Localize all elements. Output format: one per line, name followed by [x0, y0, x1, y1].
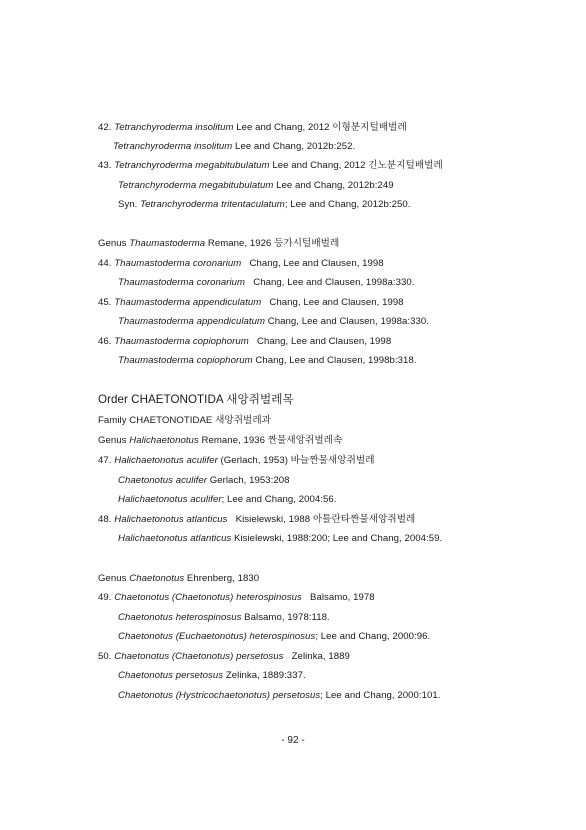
- entry-number: 48.: [98, 514, 112, 525]
- genus-name: Chaetonotus: [118, 612, 173, 623]
- page-number: - 92 -: [281, 735, 305, 746]
- genus-name: Chaetonotus: [118, 475, 173, 486]
- species-epithet: copiophorum: [196, 355, 253, 366]
- species-epithet: insolitum: [194, 141, 233, 152]
- genus-prefix: Genus: [98, 573, 130, 584]
- synonym-line: [118, 612, 330, 624]
- entry-authority: Lee and Chang, 2012 긴노분지털배벌레: [269, 160, 443, 171]
- species-epithet: heterospinosus: [175, 612, 242, 623]
- synonym-line: [118, 199, 410, 211]
- species-entry-46: [98, 336, 391, 348]
- species-epithet: coronarium: [196, 277, 246, 288]
- genus-name: Halichaetonotus: [114, 455, 184, 466]
- genus-name: Halichaetonotus: [118, 533, 188, 544]
- entry-authority: Lee and Chang, 2012 이형분지털배벌레: [233, 122, 407, 133]
- synonym-line: [118, 277, 414, 289]
- entry-authority: Chang, Lee and Clausen, 1998: [248, 336, 392, 347]
- synonym-line: [118, 533, 442, 545]
- genus-name: Thaumastoderma: [114, 336, 191, 347]
- species-entry-43: [98, 160, 443, 172]
- species-entry-49: [98, 592, 375, 604]
- genus-name: Tetranchyroderma: [114, 160, 193, 171]
- genus-authority: Remane, 1936 짠물새앙쥐벌레속: [198, 435, 343, 446]
- genus-name: Chaetonotus: [114, 592, 170, 603]
- species-entry-44: [98, 258, 384, 270]
- species-epithet: aculifer: [186, 455, 218, 466]
- citation: Chang, Lee and Clausen, 1998a:330.: [265, 316, 429, 327]
- species-epithet: aculifer: [190, 494, 222, 505]
- entry-number: 46.: [98, 336, 112, 347]
- synonym-line: [118, 180, 394, 192]
- genus-name: Halichaetonotus: [129, 435, 199, 446]
- citation: ; Lee and Chang, 2000:96.: [315, 631, 431, 642]
- citation: ; Lee and Chang, 2012b:250.: [284, 199, 411, 210]
- genus-authority: Remane, 1926 등가시털배벌레: [205, 238, 340, 249]
- entry-authority: (Gerlach, 1953) 바늘짠물새앙쥐벌레: [217, 455, 375, 466]
- genus-name: Thaumastoderma: [114, 297, 191, 308]
- genus-name: Tetranchyroderma: [114, 122, 193, 133]
- entry-authority: Kisielewski, 1988 아틀란타짠물새앙쥐벌레: [227, 514, 416, 525]
- citation: Balsamo, 1978:118.: [241, 612, 330, 623]
- syn-prefix: Syn.: [118, 199, 141, 210]
- species-entry-45: [98, 297, 404, 309]
- species-epithet: coronarium: [192, 258, 242, 269]
- species-epithet: tritentaculatum: [221, 199, 285, 210]
- genus-heading: [98, 435, 342, 447]
- genus-name: Chaetonotus: [118, 690, 173, 701]
- entry-number: 42.: [98, 122, 112, 133]
- entry-number: 45.: [98, 297, 112, 308]
- species-epithet: aculifer: [175, 475, 208, 486]
- citation: Chang, Lee and Clausen, 1998b:318.: [252, 355, 417, 366]
- synonym-line: [118, 475, 290, 487]
- species-epithet: (Hystricochaetonotus) persetosus: [175, 690, 321, 701]
- synonym-line: [118, 355, 417, 367]
- species-epithet: persetosus: [175, 670, 224, 681]
- citation: Zelinka, 1889:337.: [223, 670, 306, 681]
- genus-prefix: Genus: [98, 238, 130, 249]
- entry-number: 49.: [98, 592, 112, 603]
- genus-authority: Ehrenberg, 1830: [184, 573, 260, 584]
- citation: ; Lee and Chang, 2004:56.: [221, 494, 337, 505]
- genus-name: Thaumastoderma: [114, 258, 191, 269]
- citation: Kisielewski, 1988:200; Lee and Chang, 2004:59.: [231, 533, 443, 544]
- genus-prefix: Genus: [98, 435, 130, 446]
- species-epithet: appendiculatum: [192, 297, 262, 308]
- genus-name: Tetranchyroderma: [140, 199, 219, 210]
- entry-authority: Zelinka, 1889: [283, 651, 350, 662]
- citation: Lee and Chang, 2012b:252.: [232, 141, 356, 152]
- species-epithet: megabitubulatum: [199, 180, 274, 191]
- entry-authority: Chang, Lee and Clausen, 1998: [241, 258, 384, 269]
- citation: Gerlach, 1953:208: [207, 475, 290, 486]
- genus-name: Thaumastoderma: [129, 238, 206, 249]
- entry-number: 44.: [98, 258, 112, 269]
- synonym-line: [113, 141, 355, 153]
- genus-name: Thaumastoderma: [118, 355, 194, 366]
- species-entry-48: [98, 514, 415, 526]
- genus-name: Thaumastoderma: [118, 316, 194, 327]
- synonym-line: [118, 316, 429, 328]
- entry-number: 43.: [98, 160, 112, 171]
- genus-name: Chaetonotus: [114, 651, 170, 662]
- entry-number: 50.: [98, 651, 112, 662]
- citation: Chang, Lee and Clausen, 1998a:330.: [245, 277, 415, 288]
- genus-name: Halichaetonotus: [114, 514, 184, 525]
- species-epithet: (Chaetonotus) heterospinosus: [171, 592, 302, 603]
- entry-authority: Balsamo, 1978: [301, 592, 375, 603]
- species-epithet: atlanticus: [190, 533, 232, 544]
- genus-name: Chaetonotus: [129, 573, 185, 584]
- species-epithet: (Euchaetonotus) heterospinosus: [175, 631, 316, 642]
- species-epithet: (Chaetonotus) persetosus: [171, 651, 284, 662]
- synonym-line: [118, 494, 336, 506]
- family-heading: Family CHAETONOTIDAE 새앙쥐벌레과: [98, 415, 271, 426]
- genus-name: Tetranchyroderma: [118, 180, 197, 191]
- species-epithet: insolitum: [195, 122, 234, 133]
- synonym-line: [118, 690, 440, 702]
- species-entry-50: [98, 651, 350, 663]
- species-epithet: copiophorum: [192, 336, 249, 347]
- order-heading: Order CHAETONOTIDA 새앙쥐벌레목: [98, 393, 294, 406]
- species-epithet: megabitubulatum: [195, 160, 270, 171]
- genus-name: Halichaetonotus: [118, 494, 188, 505]
- genus-heading: [98, 573, 259, 585]
- species-entry-42: [98, 122, 407, 134]
- citation: Lee and Chang, 2012b:249: [273, 180, 394, 191]
- genus-name: Chaetonotus: [118, 631, 173, 642]
- synonym-line: [118, 631, 430, 643]
- synonym-line: [118, 670, 306, 682]
- genus-name: Chaetonotus: [118, 670, 173, 681]
- species-epithet: atlanticus: [186, 514, 228, 525]
- species-epithet: appendiculatum: [196, 316, 266, 327]
- genus-heading: [98, 238, 339, 250]
- citation: ; Lee and Chang, 2000:101.: [320, 690, 441, 701]
- entry-number: 47.: [98, 455, 112, 466]
- genus-name: Tetranchyroderma: [113, 141, 192, 152]
- entry-authority: Chang, Lee and Clausen, 1998: [261, 297, 404, 308]
- species-entry-47: [98, 455, 375, 467]
- genus-name: Thaumastoderma: [118, 277, 194, 288]
